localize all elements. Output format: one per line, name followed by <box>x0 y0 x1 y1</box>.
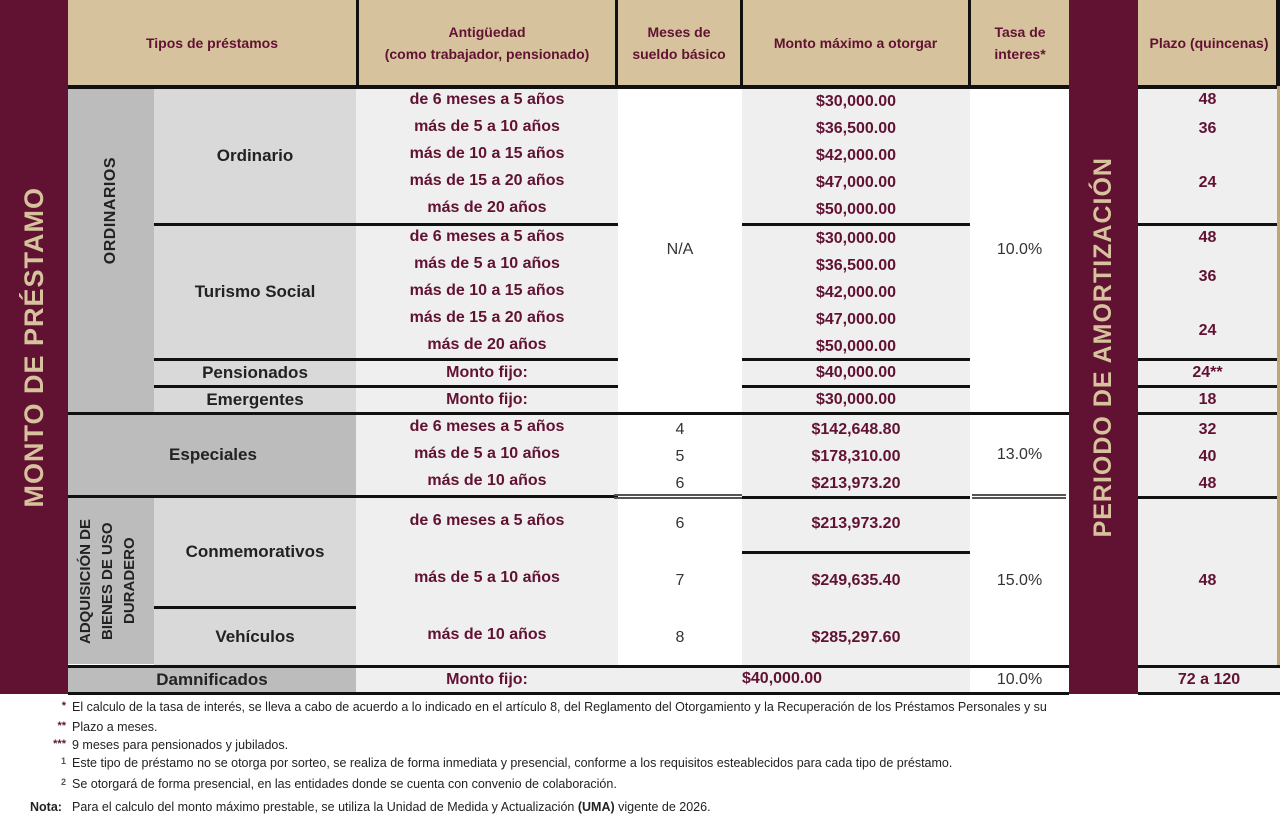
monto-value: $142,648.80 <box>811 420 901 438</box>
monto-value: $50,000.00 <box>815 201 897 219</box>
type-emergentes: Emergentes <box>206 390 304 409</box>
antiguedad-item: más de 10 a 15 años <box>409 144 565 162</box>
type-ordinario: Ordinario <box>216 146 294 165</box>
monto-value: $42,000.00 <box>815 146 897 164</box>
damnificados-monto: $40,000.00 <box>742 670 823 687</box>
nota-text-before: Para el calculo del monto máximo prestable, se utiliza la Unidad de Medida y Actualización <box>72 800 575 814</box>
footnote-text: Este tipo de préstamo no se otorga por sorteo, se realiza de forma inmediata y presencial, conforme a los requisitos esteablecidos para cada tipo de préstamo. <box>72 756 953 770</box>
antiguedad-item: de 6 meses a 5 años <box>409 90 565 108</box>
type-conmemorativos: Conmemorativos <box>154 498 356 606</box>
antiguedad-item: más de 20 años <box>427 199 547 217</box>
conmemorativos-monto-1: $213,973.20 <box>811 515 901 532</box>
footnote-mark: 1 <box>60 756 66 766</box>
group-adquisicion-label: ADQUISICIÓN DE BIENES DE USO DURADERO <box>77 518 138 644</box>
header-antiguedad <box>359 0 615 86</box>
antiguedad-item: de 6 meses a 5 años <box>409 417 565 435</box>
damnificados-antiguedad: Monto fijo: <box>356 668 618 692</box>
vehiculos-antiguedad: más de 10 años <box>427 626 547 643</box>
footnote-mark: * <box>61 700 66 712</box>
plazo-value: 36 <box>1198 268 1217 285</box>
group-adquisicion <box>68 498 154 664</box>
header-tipos: Tipos de préstamos <box>68 0 356 86</box>
monto-de-prestamo-label: MONTO DE PRÉSTAMO <box>18 186 49 508</box>
especiales-meses <box>618 416 742 498</box>
footnote-text: Se otorgará de forma presencial, en las entidades donde se cuenta con convenio de colaboración. <box>72 777 617 791</box>
conmemorativos-monto-2: $249,635.40 <box>811 572 901 589</box>
footnote-text: 9 meses para pensionados y jubilados. <box>72 738 289 752</box>
type-turismo-social: Turismo Social <box>194 282 316 301</box>
antiguedad-item: más de 15 a 20 años <box>409 172 565 190</box>
turismo-montos <box>742 226 970 360</box>
emergentes-plazo: 18 <box>1198 391 1217 408</box>
pensionados-plazo: 24** <box>1192 364 1223 381</box>
conmemorativos-meses-1: 6 <box>675 515 685 532</box>
monto-value: $178,310.00 <box>811 447 901 465</box>
type-vehiculos: Vehículos <box>154 609 356 665</box>
footnote-mark: *** <box>53 738 66 750</box>
vehiculos-monto: $285,297.60 <box>811 629 901 646</box>
plazo-value: 40 <box>1198 447 1217 465</box>
footnote-mark: ** <box>57 720 66 732</box>
footnote-text: Plazo a meses. <box>72 720 158 734</box>
plazo-value: 24 <box>1198 174 1217 191</box>
monto-value: $42,000.00 <box>815 283 897 301</box>
antiguedad-item: de 6 meses a 5 años <box>409 228 565 246</box>
conmemorativos-antiguedad-2: más de 5 a 10 años <box>414 569 560 586</box>
header-antiguedad-line2: (como trabajador, pensionado) <box>384 46 590 62</box>
footnote-mark: 2 <box>60 777 66 787</box>
group-ordinarios-label: ORDINARIOS <box>102 157 119 265</box>
nota-label: Nota: <box>30 800 62 814</box>
group-ordinarios <box>68 89 154 413</box>
monto-value: $30,000.00 <box>815 230 897 248</box>
antiguedad-item: más de 5 a 10 años <box>414 117 560 135</box>
header-tasa <box>971 0 1069 86</box>
nota-text <box>72 800 711 814</box>
monto-value: $36,500.00 <box>815 119 897 137</box>
damnificados-plazo: 72 a 120 <box>1138 668 1280 692</box>
antiguedad-item: más de 5 a 10 años <box>414 255 560 273</box>
ordinario-antiguedad <box>356 86 618 222</box>
pensionados-monto: $40,000.00 <box>815 364 897 381</box>
especiales-tasa: 13.0% <box>996 446 1043 463</box>
monto-value: $50,000.00 <box>815 337 897 355</box>
antiguedad-item: más de 15 a 20 años <box>409 308 565 326</box>
header-tasa-line2: interes* <box>994 46 1046 62</box>
periodo-de-amortizacion-label: PERIODO DE AMORTIZACIÓN <box>1089 156 1117 538</box>
adquisicion-plazo: 48 <box>1198 572 1217 589</box>
type-damnificados: Damnificados <box>68 668 356 692</box>
type-pensionados: Pensionados <box>202 363 308 382</box>
monto-value: $36,500.00 <box>815 257 897 275</box>
antiguedad-item: más de 10 a 15 años <box>409 281 565 299</box>
plazo-value: 48 <box>1198 91 1217 108</box>
meses-value: 6 <box>675 475 685 493</box>
adquisicion-tasa: 15.0% <box>996 572 1043 589</box>
monto-value: $47,000.00 <box>815 310 897 328</box>
footnote-text: El calculo de la tasa de interés, se lleva a cabo de acuerdo a lo indicado en el artículo 8, del Reglamento del Otorgamiento y la Recuperación de los Préstamos Personales y su <box>72 700 1047 714</box>
conmemorativos-antiguedad-1: de 6 meses a 5 años <box>409 512 565 529</box>
header-meses-line1: Meses de <box>647 24 711 40</box>
ordinarios-meses: N/A <box>666 241 694 258</box>
header-antiguedad-line1: Antigüedad <box>448 24 526 40</box>
header-meses-line2: sueldo básico <box>632 46 726 62</box>
header-tasa-line1: Tasa de <box>994 24 1046 40</box>
damnificados-tasa: 10.0% <box>970 668 1069 692</box>
turismo-antiguedad <box>356 224 618 358</box>
monto-value: $30,000.00 <box>815 92 897 110</box>
antiguedad-item: más de 10 años <box>427 472 547 490</box>
ordinario-montos <box>742 88 970 224</box>
pensionados-antiguedad: Monto fijo: <box>446 364 528 381</box>
especiales-montos <box>742 416 970 498</box>
plazo-value: 24 <box>1198 322 1217 339</box>
ordinarios-tasa: 10.0% <box>996 241 1043 258</box>
monto-value: $47,000.00 <box>815 174 897 192</box>
left-side-band <box>0 0 68 694</box>
type-especiales: Especiales <box>68 415 356 495</box>
especiales-antiguedad <box>356 413 618 495</box>
antiguedad-item: más de 5 a 10 años <box>414 444 560 462</box>
plazo-value: 36 <box>1198 120 1217 137</box>
meses-value: 5 <box>675 447 685 465</box>
nota-text-after: vigente de 2026. <box>618 800 711 814</box>
emergentes-antiguedad: Monto fijo: <box>446 391 528 408</box>
header-plazo: Plazo (quincenas) <box>1138 0 1280 86</box>
monto-value: $213,973.20 <box>811 475 901 493</box>
right-side-band <box>1069 0 1138 694</box>
emergentes-monto: $30,000.00 <box>815 391 897 408</box>
plazo-value: 48 <box>1198 229 1217 246</box>
especiales-plazos <box>1138 416 1277 498</box>
header-meses <box>618 0 740 86</box>
nota-uma: (UMA) <box>577 800 615 814</box>
header-monto: Monto máximo a otorgar <box>743 0 968 86</box>
conmemorativos-meses-2: 7 <box>675 572 685 589</box>
antiguedad-item: más de 20 años <box>427 335 547 353</box>
vehiculos-meses: 8 <box>675 629 685 646</box>
meses-value: 4 <box>675 420 685 438</box>
plazo-value: 32 <box>1198 420 1217 438</box>
plazo-value: 48 <box>1198 475 1217 493</box>
